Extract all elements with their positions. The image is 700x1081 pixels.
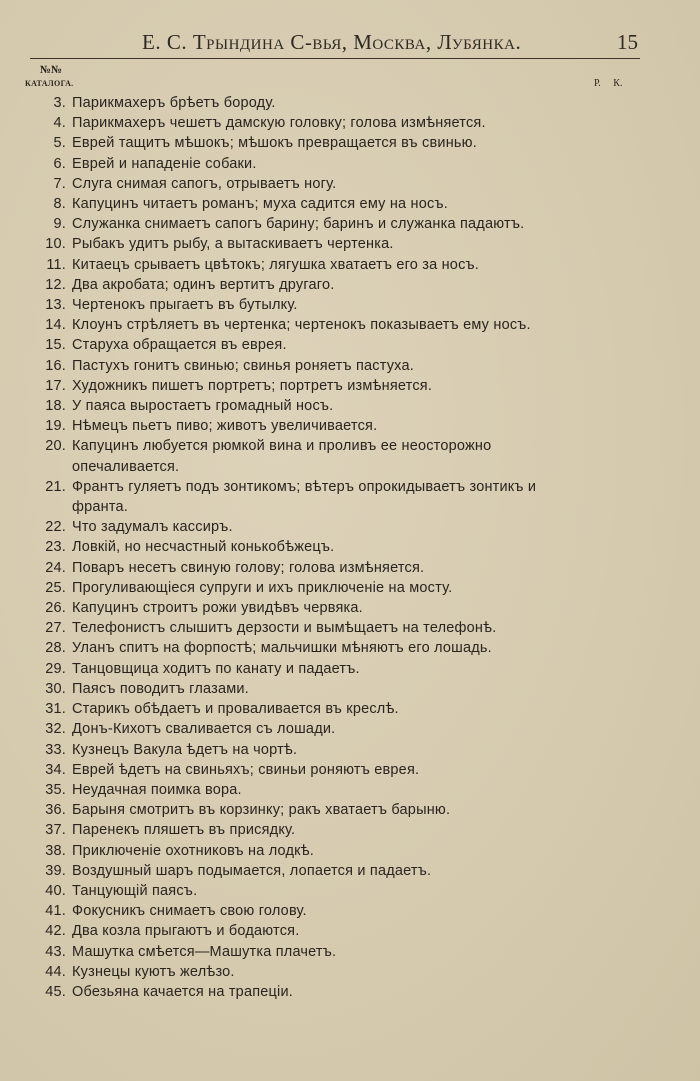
item-number: 34. [45,761,66,778]
item-number: 7. [53,175,66,192]
item-number: 44. [45,963,66,980]
catalog-item [30,942,590,962]
catalog-item [30,780,590,800]
catalog-item [30,517,590,537]
item-number: 40. [45,882,66,899]
catalog-item [30,113,590,133]
item-number: 25. [45,579,66,596]
item-text: Прогуливающіеся супруги и ихъ приключеніе на мосту. [72,579,453,596]
item-text: Два акробата; одинъ вертитъ другаго. [72,276,335,293]
catalog-item [30,962,590,982]
catalog-item [30,255,590,275]
catalog-item [30,719,590,739]
catalog-list [30,93,590,1002]
item-text: Донъ-Кихотъ сваливается съ лошади. [72,721,336,738]
catalog-item [30,275,590,295]
item-text: Художникъ пишетъ портретъ; портретъ измѣняется. [72,377,433,394]
catalog-item [30,315,590,335]
item-number: 36. [45,802,66,819]
item-number: 31. [45,701,66,718]
item-text: Уланъ спитъ на форпостѣ; мальчишки мѣняютъ его лошадь. [72,640,492,657]
item-text: Телефонистъ слышитъ дерзости и вымѣщаетъ на телефонѣ. [72,620,497,637]
catalog-item [30,295,590,315]
catalog-item [30,901,590,921]
catalog-item [30,861,590,881]
item-text: Нѣмецъ пьетъ пиво; животъ увеличивается. [72,418,378,435]
catalog-item [30,659,590,679]
item-number: 19. [45,418,66,435]
catalog-item [30,133,590,153]
item-text: Слуга снимая сапогъ, отрываетъ ногу. [72,175,337,192]
item-number: 35. [45,781,66,798]
catalog-item [30,234,590,254]
item-text: Фокусникъ снимаетъ свою голову. [72,903,307,920]
item-text: Обезьяна качается на трапеціи. [72,983,293,1000]
catalog-item [30,154,590,174]
item-text: Ловкій, но несчастный конькобѣжецъ. [72,539,335,556]
item-number: 16. [45,357,66,374]
item-number: 42. [45,923,66,940]
catalog-item [30,800,590,820]
item-number: 4. [53,115,66,132]
item-text: У паяса выростаетъ громадный носъ. [72,398,334,415]
item-number: 17. [45,377,66,394]
item-number: 6. [53,155,66,172]
item-number: 9. [53,216,66,233]
item-text: Служанка снимаетъ сапогъ барину; баринъ и служанка падаютъ. [72,216,525,233]
item-text: Танцующій паясъ. [72,882,198,899]
item-text: Два козла прыгаютъ и бодаются. [72,923,300,940]
item-number: 37. [45,822,66,839]
item-number: 27. [45,620,66,637]
page-number: 15 [617,30,638,54]
item-number: 26. [45,600,66,617]
catalog-item [30,477,590,517]
item-number: 11. [46,256,66,273]
item-text: Рыбакъ удитъ рыбу, а вытаскиваетъ чертенка. [72,236,394,253]
item-text: Старуха обращается въ еврея. [72,337,287,354]
item-number: 12. [45,276,66,293]
item-text: Капуцинъ любуется рюмкой вина и проливъ ее неосторожно опечаливается. [72,438,492,475]
catalog-item [30,820,590,840]
catalog-item [30,356,590,376]
item-text: Старикъ обѣдаетъ и проваливается въ креслѣ. [72,701,399,718]
catalog-item [30,194,590,214]
catalog-item [30,335,590,355]
column-price-label: Р. К. [594,78,623,89]
catalog-item [30,396,590,416]
item-number: 20. [45,438,66,455]
catalog-item [30,740,590,760]
catalog-item [30,376,590,396]
catalog-item [30,921,590,941]
item-number: 22. [45,519,66,536]
item-text: Танцовщица ходитъ по канату и падаетъ. [72,660,360,677]
catalog-item [30,174,590,194]
item-number: 28. [45,640,66,657]
item-number: 21. [45,478,66,495]
item-text: Кузнецъ Вакула ѣдетъ на чортѣ. [72,741,298,758]
column-catalog-label: КАТАЛОГА. [25,79,74,88]
item-text: Клоунъ стрѣляетъ въ чертенка; чертенокъ показываетъ ему носъ. [72,317,531,334]
item-text: Китаецъ срываетъ цвѣтокъ; лягушка хватаетъ его за носъ. [72,256,480,273]
item-number: 41. [45,903,66,920]
item-text: Парикмахеръ чешетъ дамскую головку; голова измѣняется. [72,115,486,132]
page-header [30,28,640,59]
catalog-item [30,881,590,901]
item-number: 5. [53,135,66,152]
catalog-item [30,841,590,861]
item-text: Капуцинъ строитъ рожи увидѣвъ червяка. [72,600,363,617]
item-text: Машутка смѣется—Машутка плачетъ. [72,943,337,960]
item-text: Паренекъ пляшетъ въ присядку. [72,822,296,839]
item-number: 29. [45,660,66,677]
item-number: 10. [45,236,66,253]
item-number: 15. [45,337,66,354]
item-number: 8. [53,196,66,213]
catalog-item [30,760,590,780]
catalog-item [30,93,590,113]
item-number: 43. [45,943,66,960]
item-number: 23. [45,539,66,556]
catalog-item [30,638,590,658]
catalog-item [30,699,590,719]
catalog-item [30,598,590,618]
column-number-sign: №№ [40,64,63,76]
catalog-item [30,578,590,598]
catalog-item [30,416,590,436]
item-text: Чертенокъ прыгаетъ въ бутылку. [72,297,298,314]
item-text: Парикмахеръ брѣетъ бороду. [72,95,276,111]
item-number: 30. [45,680,66,697]
item-number: 32. [45,721,66,738]
item-text: Паясъ поводитъ глазами. [72,680,249,697]
item-number: 33. [45,741,66,758]
item-text: Еврей тащитъ мѣшокъ; мѣшокъ превращается въ свинью. [72,135,477,152]
catalog-item [30,558,590,578]
catalog-item [30,679,590,699]
item-text: Приключеніе охотниковъ на лодкѣ. [72,842,315,859]
catalog-item [30,982,590,1002]
item-number: 24. [45,559,66,576]
item-number: 18. [45,398,66,415]
item-number: 45. [45,983,66,1000]
item-number: 14. [45,317,66,334]
item-text: Капуцинъ читаетъ романъ; муха садится ему на носъ. [72,196,448,213]
item-text: Пастухъ гонитъ свинью; свинья роняетъ пастуха. [72,357,414,374]
item-number: 13. [45,297,66,314]
item-text: Неудачная поимка вора. [72,781,242,798]
item-number: 39. [45,862,66,879]
item-text: Поваръ несетъ свиную голову; голова измѣняется. [72,559,425,576]
item-text: Что задумалъ кассиръ. [72,519,233,536]
item-text: Франтъ гуляетъ подъ зонтикомъ; вѣтеръ опрокидываетъ зонтикъ и франта. [72,478,537,516]
publisher-title: Е. С. Трындина С-вья, Москва, Лубянка. [142,30,522,54]
catalog-item [30,537,590,557]
catalog-item [30,618,590,638]
item-number: 3. [53,95,66,111]
item-text: Воздушный шаръ подымается, лопается и падаетъ. [72,862,432,879]
item-text: Еврей и нападеніе собаки. [72,155,257,172]
item-text: Еврей ѣдетъ на свиньяхъ; свиньи роняютъ еврея. [72,761,420,778]
item-number: 38. [45,842,66,859]
item-text: Кузнецы куютъ желѣзо. [72,963,235,980]
catalog-item [30,436,590,476]
item-text: Барыня смотритъ въ корзинку; ракъ хватаетъ барыню. [72,802,451,819]
catalog-item [30,214,590,234]
